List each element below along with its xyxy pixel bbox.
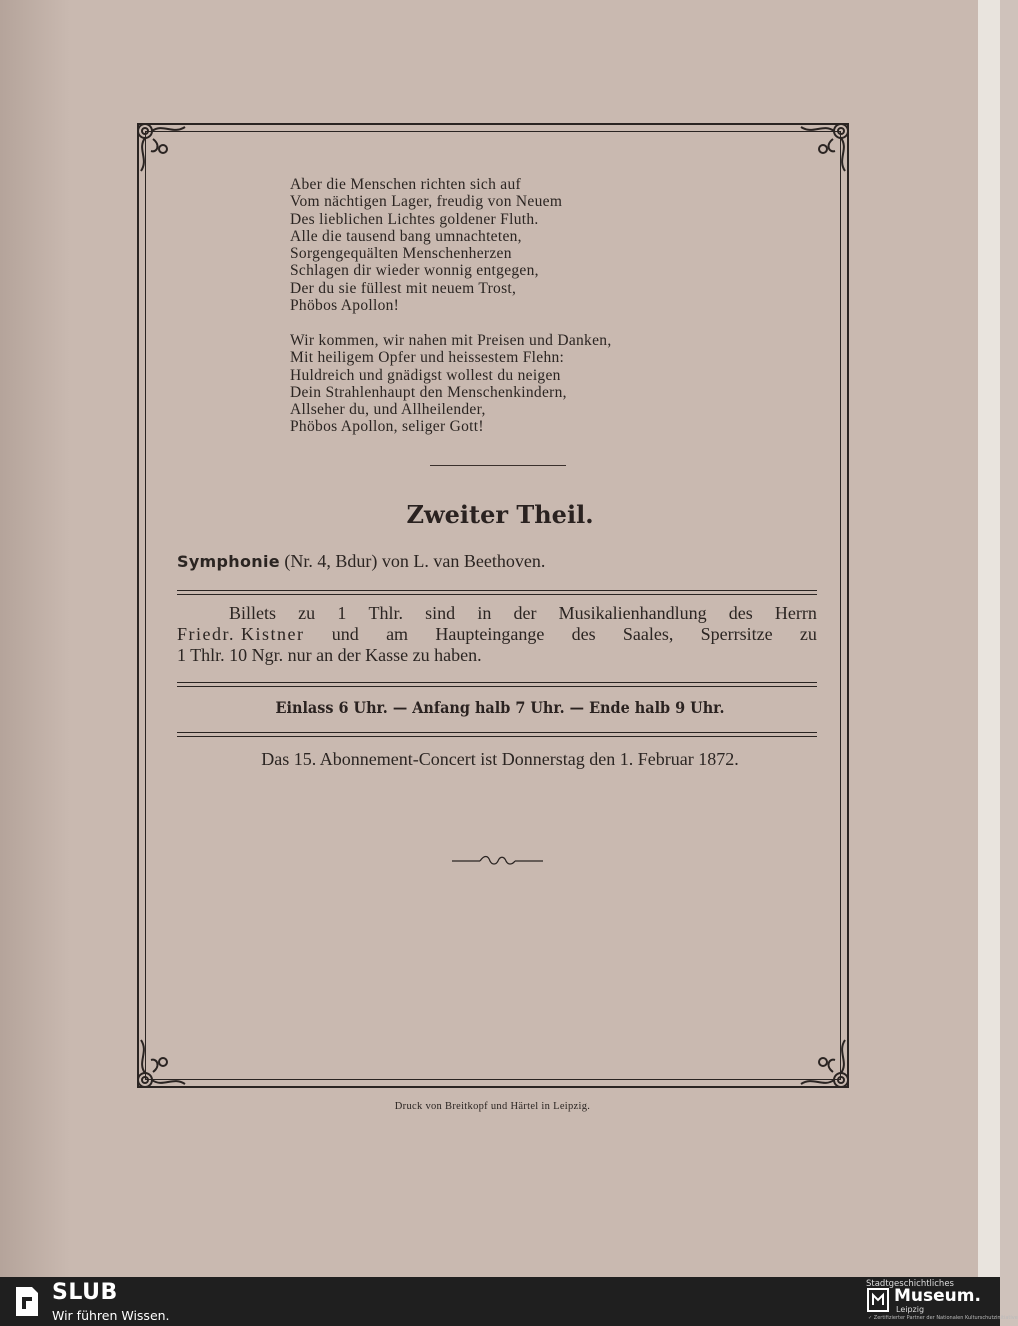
poem-line: Mit heiligem Opfer und heissestem Flehn: [290,349,565,367]
ticket-info [177,603,817,666]
ticket-line-2 [177,624,817,645]
schedule-times: Einlass 6 Uhr. — Anfang halb 7 Uhr. — Ende halb 9 Uhr. [275,698,725,717]
poem-line: Vom nächtigen Lager, freudig von Neuem [290,193,563,211]
printer-credit: Druck von Breitkopf und Härtel in Leipzig. [394,1101,591,1112]
poem-line: Schlagen dir wieder wonnig entgegen, [290,262,539,280]
poem-line: Sorgengequälten Menschenherzen [290,245,512,263]
flourish-ornament [450,853,545,867]
poem-line: Allseher du, und Allheilender, [290,401,486,419]
word: sind [425,603,456,623]
rule-1 [177,590,817,591]
rule-3b [177,736,817,737]
word: des [728,603,753,623]
binding-shadow [0,0,70,1277]
page-edge [978,0,1000,1277]
poem-stanza-1 [290,176,562,314]
next-concert-notice: Das 15. Abonnement-Concert ist Donnerstag den 1. Februar 1872. [261,749,739,769]
poem-line: Phöbos Apollon! [290,297,400,315]
poem-line: Der du sie füllest mit neuem Trost, [290,279,517,297]
section-divider [430,465,566,466]
word: zu [799,624,817,644]
museum-subtitle: Stadtgeschichtliches [866,1279,954,1289]
museum-certification: ✓ Zertifizierter Partner der Nationalen Kulturschutzinitiative [868,1315,1018,1321]
library-name: SLUB [52,1280,118,1305]
ticket-line-3: 1 Thlr. 10 Ngr. nur an der Kasse zu haben. [177,645,482,665]
word: am [386,624,409,644]
word: zu [298,603,316,623]
word: 1 [337,603,347,623]
symphony-label: Symphonie [177,552,280,571]
word: der [513,603,537,623]
ticket-line-1 [177,603,817,624]
museum-logo-icon [866,1287,890,1313]
word: Saales, [622,624,674,644]
poem-stanza-2 [290,332,612,436]
corner-ornament-bottom-left [133,1032,193,1092]
word: Thlr. [368,603,403,623]
seller-name: Friedr. Kistner [177,624,305,644]
corner-ornament-bottom-right [793,1032,853,1092]
section-heading: Zweiter Theil. [406,500,594,529]
word: Musikalienhandlung [558,603,707,623]
word: Billets [229,603,277,623]
word: Herrn [774,603,817,623]
word: und [331,624,359,644]
rule-1b [177,594,817,595]
poem-line: Wir kommen, wir nahen mit Preisen und Danken, [290,332,612,349]
poem-line: Huldreich und gnädigst wollest du neigen [290,366,561,384]
symphony-line [177,551,545,572]
rule-3 [177,732,817,733]
museum-name: Museum. [894,1286,981,1306]
word: in [477,603,492,623]
corner-ornament-top-right [793,119,853,179]
poem-line: Phöbos Apollon, seliger Gott! [290,418,484,436]
rule-2 [177,682,817,683]
viewer-footer [0,1277,1018,1326]
word: Sperrsitze [700,624,773,644]
slub-logo-icon [14,1285,40,1318]
word: Haupteingange [435,624,545,644]
poem-line: Aber die Menschen richten sich auf [290,176,521,193]
poem-line: Des lieblichen Lichtes goldener Fluth. [290,210,539,228]
corner-ornament-top-left [133,119,193,179]
museum-city: Leipzig [896,1305,925,1314]
rule-2b [177,686,817,687]
word: des [571,624,596,644]
poem-line: Alle die tausend bang umnachteten, [290,227,522,245]
symphony-details: (Nr. 4, Bdur) von L. van Beethoven. [284,551,546,571]
poem-line: Dein Strahlenhaupt den Menschenkindern, [290,383,567,401]
library-tagline: Wir führen Wissen. [52,1308,170,1323]
